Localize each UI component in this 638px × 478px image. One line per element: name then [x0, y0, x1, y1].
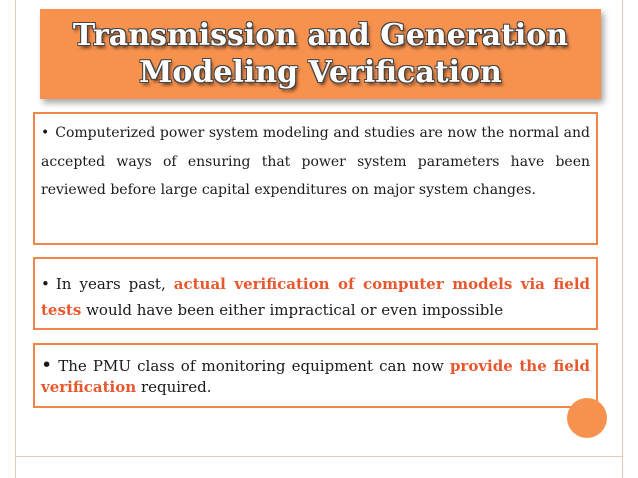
bullet-marker-1: •: [41, 125, 50, 141]
title-line-2: Modeling Verification: [139, 55, 502, 90]
title-box: [40, 9, 601, 99]
bullet-2-pre: In years past,: [55, 275, 166, 293]
bullet-2-post: would have been either impractical or even impossible: [86, 301, 504, 319]
bullet-1-text: Computerized power system modeling and studies are now the normal and accepted ways of ensuring that power system parameters have been reviewed before large capital expenditures on major system changes.: [41, 125, 590, 198]
bullet-box-1: [33, 112, 598, 245]
bullet-marker-3: •: [41, 354, 53, 376]
slide-title: [73, 17, 568, 91]
bullet-marker-2: •: [41, 275, 50, 293]
decorative-circle: [567, 398, 607, 438]
bullet-box-2: [33, 257, 598, 330]
bullet-2-highlight: actual verification of computer models via field tests: [41, 275, 590, 319]
title-line-1: Transmission and Generation: [72, 18, 569, 53]
bullet-3-post: required.: [140, 378, 212, 396]
bullet-3-pre: The PMU class of monitoring equipment can now: [58, 357, 444, 375]
bullet-3-highlight: provide the field verification: [41, 357, 590, 396]
bullet-box-3: [33, 343, 598, 408]
frame-bottom-line: [15, 456, 623, 457]
